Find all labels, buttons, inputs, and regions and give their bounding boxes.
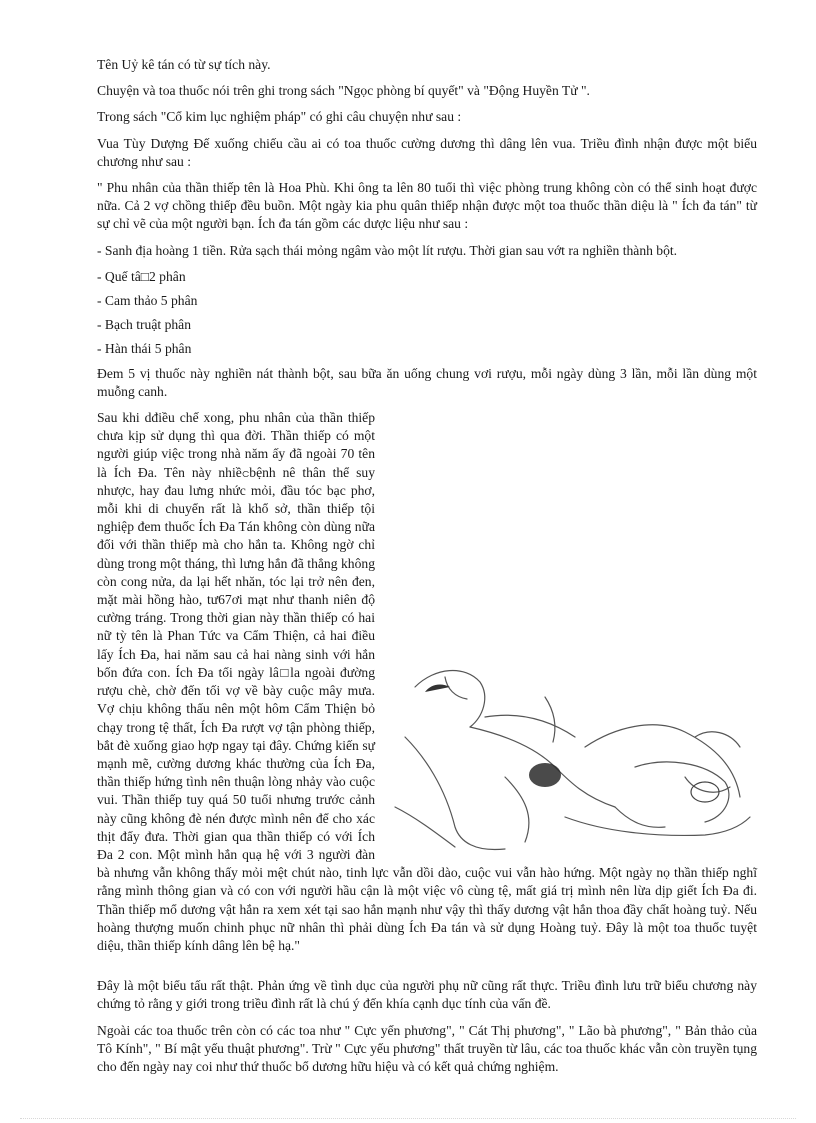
ingredient-item: - Quế tâ□2 phân [97,268,186,284]
ingredient-item: - Bạch truật phân [97,317,191,333]
paragraph-dosage: Đem 5 vị thuốc này nghiền nát thành bột, sau bữa ăn uống chung vơi rượu, mỗi ngày dùng 3 lần, mỗi lần dùng một muỗng canh. [97,365,757,399]
paragraph: Trong sách "Cổ kim lục nghiệm pháp" có ghi câu chuyện như sau : [97,109,462,125]
ingredient-item: - Cam thảo 5 phân [97,293,198,309]
ingredient-item: - Hàn thái 5 phân [97,341,192,357]
paragraph: Tên Uỷ kê tán có từ sự tích này. [97,57,271,72]
paragraph: Ngoài các toa thuốc trên còn có các toa như " Cực yến phương", " Cát Thị phương", " Lão bà phương", " Bản thảo của Tô Kính", " Bí mật yếu thuật phương". Trừ " Cực yếu phương" thất truyền từ lâu, các toa thuốc khác vẫn còn truyền tụng cho đến ngày nay coi như thứ thuốc bổ dương hữu hiệu và có kết quả chứng nghiệm. [97,1022,757,1074]
text-column [97,56,757,1084]
paragraph: " Phu nhân của thần thiếp tên là Hoa Phù. Khi ông ta lên 80 tuổi thì việc phòng trung không còn có thể sinh hoạt được nữa. Cả 2 vợ chồng thiếp đều buồn. Một ngày kia phu quân thiếp nhận được một toa thuốc thần diệu là " Ích đa tán" từ sự chỉ vẽ của một người bạn. Ích đa tán gồm các dược liệu như sau : [97,180,757,232]
ingredient-list [97,268,757,359]
paragraph: - Sanh địa hoàng 1 tiền. Rửa sạch thái mỏng ngâm vào một lít rượu. Thời gian sau vớt ra nghiền thành bột. [97,242,678,258]
page-bottom-rule [20,1118,796,1119]
paragraph: Chuyện và toa thuốc nói trên ghi trong sách "Ngọc phòng bí quyết" và "Động Huyền Tử ". [97,83,590,99]
ink-sketch-illustration [385,657,757,857]
paragraph: Vua Tùy Dượng Đế xuống chiếu cầu ai có toa thuốc cường dương thì dâng lên vua. Triều đình nhận được một biểu chương như sau : [97,135,757,169]
illustration [385,657,757,857]
paragraph-story: Sau khi dđiều chế xong, phu nhân của thần thiếp chưa kịp sử dụng thì qua đời. Thần thiếp có một người giúp việc trong nhà năm ấy đã ngoài 70 tên là Ích Đa. Tên này nhiềငbệnh nê thân thể suy nhược, hay đau lưng nhức mỏi, đầu tóc bạc phơ, mỗi khi di chuyển rất là khổ sở, thần thiếp tội nghiệp đem thuốc Ích Đa Tán không còn dùng nữa đối với thần thiếp mà cho hắn ta. Không ngờ chỉ dùng trong một tháng, thì lưng hắn đã thẳng không còn cong nửa, da lại hết nhăn, tóc lại trở nên đen, mặt mài hồng hào, tư67ơi mạt như thanh niên độ cường tráng. Trong thời gian này thần thiếp có hai nữ tỳ tên là Phan Tức va Cẩm Thiện, cả hai điều lấy Ích Đa, hai năm sau cả hai nàng sinh với hắn bốn đứa con. Ích Đa tối ngày lâ□la ngoài đường rượu chè, chờ đến tối vợ về bày cuộc mây mưa. Vợ chịu không thấu nên một hôm Cẩm Thiện bỏ chạy trong tệ thất, Ích Đa rượt vợ tận phòng thiếp, bắt đè xuống giao hợp ngay tại đây. Chứng kiến sự mạnh mẽ, cường dương khác thường của Ích Đa, thần thiếp hứng tình nên thuận lòng nhảy vào cuộc vui. Thần thiếp tuy quá 50 tuổi nhưng trước cảnh này cũng không đè nén được mình nên để cho xác thịt đẩy đưa. Thời gian qua thần thiếp có với Ích Đa 2 con. Một mình hắn quạ hệ với 3 người đàn bà nhưng vẫn không thấy mỏi mệt chút nào, tinh lực vẫn dồi dào, cuộc vui vẫn hào hứng. Một ngày nọ thần thiếp nghĩ rằng mình thông gian và có con với người hầu cận là một việc vô cùng tệ, mất giá trị mình nên lừa dịp giết Ích Đa đi. Thần thiếp mổ dương vật hắn ra xem xét tại sao hắn mạnh như vậy thì thấy dương vật hắn thoa đầy chất hoàng tuỷ. Nếu hoàng thượng muốn chinh phục nữ nhân thì phải dùng Ích Đa tán và sử dụng Hoàng tuỷ. Đây là một toa thuốc tuyệt diệu, thần thiếp kính dâng lên bệ hạ." [97,410,757,953]
story-block [97,409,757,963]
paragraph: Đây là một biểu tấu rất thật. Phản ứng về tình dục của người phụ nữ cũng rất thực. Triều đình lưu trữ biểu chương này chứng tỏ rằng y giới trong triều đình rất là chú ý đến khía cạnh dục tính của vấn đề. [97,978,757,1012]
